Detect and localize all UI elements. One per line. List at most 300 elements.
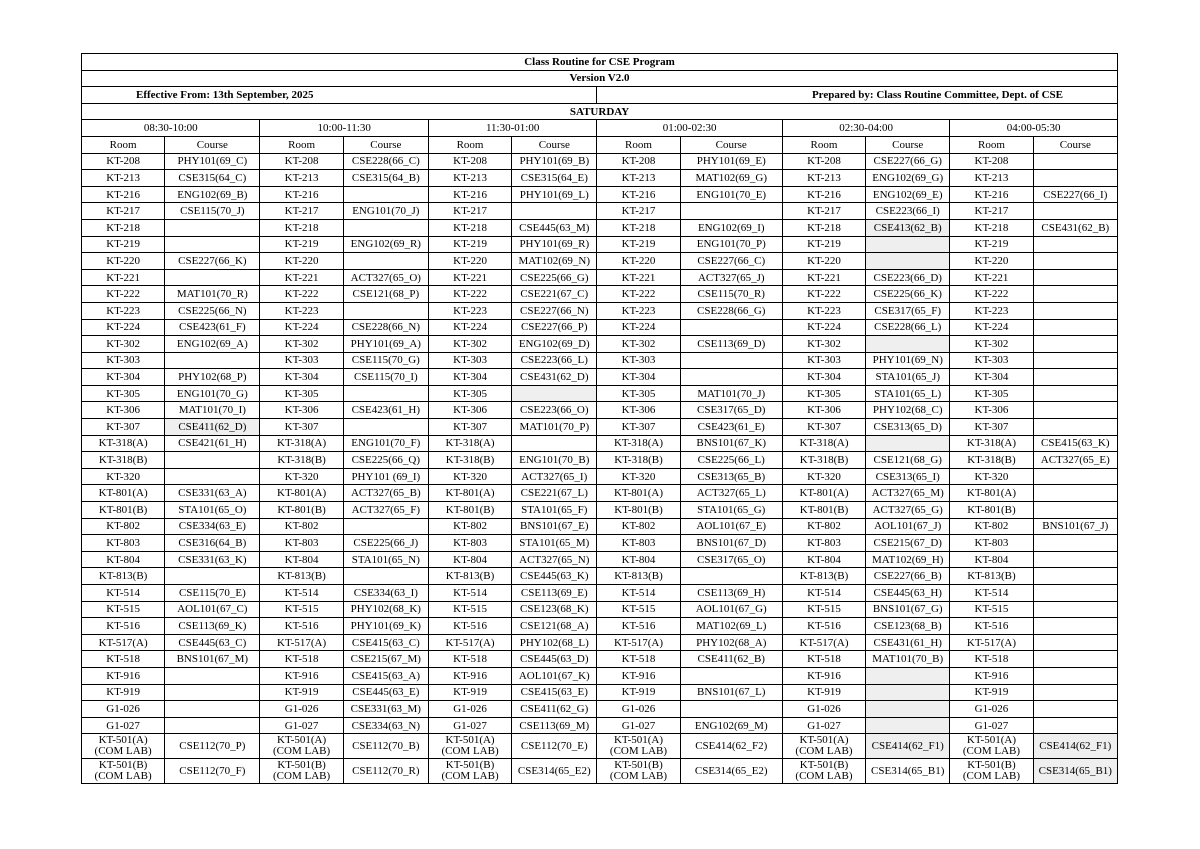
course-cell: CSE331(63_M) xyxy=(343,701,428,718)
room-cell: KT-224 xyxy=(260,319,343,336)
course-cell: CSE113(69_H) xyxy=(680,585,782,602)
room-cell: KT-813(B) xyxy=(428,568,511,585)
room-cell: KT-220 xyxy=(782,253,865,270)
course-cell xyxy=(343,385,428,402)
course-cell: CSE123(68_B) xyxy=(866,618,950,635)
course-cell: MAT101(70_B) xyxy=(866,651,950,668)
table-row xyxy=(82,319,1118,336)
course-cell: CSE223(66_I) xyxy=(866,203,950,220)
room-cell: KT-802 xyxy=(82,518,165,535)
course-cell: ACT327(65_I) xyxy=(512,468,597,485)
room-cell: KT-217 xyxy=(428,203,511,220)
lab-room-cell xyxy=(597,759,680,784)
room-cell: KT-517(A) xyxy=(597,634,680,651)
room-cell: KT-307 xyxy=(260,419,343,436)
course-cell: CSE315(64_C) xyxy=(165,170,260,187)
room-cell: KT-517(A) xyxy=(82,634,165,651)
lab-room-name: KT-501(A) xyxy=(966,734,1016,747)
room-cell: KT-318(A) xyxy=(950,435,1033,452)
lab-room-type: (COM LAB) xyxy=(962,770,1021,783)
lab-room-cell xyxy=(82,734,165,759)
room-cell: KT-219 xyxy=(950,236,1033,253)
course-cell xyxy=(1033,319,1117,336)
room-cell: KT-217 xyxy=(950,203,1033,220)
room-cell: KT-221 xyxy=(428,269,511,286)
course-column-header: Course xyxy=(512,136,597,153)
lab-room-cell xyxy=(260,734,343,759)
course-cell xyxy=(680,319,782,336)
lab-course-cell: CSE414(62_F2) xyxy=(680,734,782,759)
course-cell xyxy=(680,568,782,585)
course-cell: MAT102(69_H) xyxy=(866,551,950,568)
lab-row xyxy=(82,734,1118,759)
routine-sheet xyxy=(81,53,1118,784)
course-cell: CSE221(67_C) xyxy=(512,286,597,303)
course-column-header: Course xyxy=(680,136,782,153)
room-cell: KT-518 xyxy=(82,651,165,668)
course-cell xyxy=(1033,419,1117,436)
room-cell: KT-801(A) xyxy=(782,485,865,502)
course-cell: CSE421(61_H) xyxy=(165,435,260,452)
table-row xyxy=(82,153,1118,170)
room-cell: KT-318(A) xyxy=(782,435,865,452)
course-cell xyxy=(1033,701,1117,718)
course-cell xyxy=(866,236,950,253)
table-row xyxy=(82,518,1118,535)
table-row xyxy=(82,717,1118,734)
room-cell: KT-303 xyxy=(260,352,343,369)
course-cell: PHY101(69_L) xyxy=(512,186,597,203)
course-cell: PHY101(69_R) xyxy=(512,236,597,253)
room-cell: KT-813(B) xyxy=(82,568,165,585)
lab-course-cell: CSE112(70_F) xyxy=(165,759,260,784)
course-cell: BNS101(67_K) xyxy=(680,435,782,452)
room-cell: KT-305 xyxy=(82,385,165,402)
room-cell: KT-320 xyxy=(82,468,165,485)
room-cell: KT-305 xyxy=(428,385,511,402)
room-cell: KT-219 xyxy=(428,236,511,253)
room-cell: KT-516 xyxy=(597,618,680,635)
course-cell: CSE331(63_A) xyxy=(165,485,260,502)
room-cell: KT-304 xyxy=(260,369,343,386)
course-cell: CSE113(69_E) xyxy=(512,585,597,602)
room-cell: KT-218 xyxy=(260,219,343,236)
room-cell: KT-305 xyxy=(260,385,343,402)
room-cell: KT-518 xyxy=(428,651,511,668)
course-cell: CSE215(67_D) xyxy=(866,535,950,552)
room-cell: KT-221 xyxy=(782,269,865,286)
course-cell xyxy=(1033,302,1117,319)
room-cell: KT-517(A) xyxy=(782,634,865,651)
room-cell: KT-801(A) xyxy=(428,485,511,502)
room-cell: KT-306 xyxy=(82,402,165,419)
lab-course-cell: CSE314(65_B1) xyxy=(1033,759,1117,784)
course-cell: CSE113(69_M) xyxy=(512,717,597,734)
lab-room-cell xyxy=(782,734,865,759)
course-cell: MAT102(69_N) xyxy=(512,253,597,270)
course-cell: CSE413(62_B) xyxy=(866,219,950,236)
room-cell: KT-306 xyxy=(428,402,511,419)
prepared-by: Prepared by: Class Routine Committee, Dept. of CSE xyxy=(597,87,1118,104)
room-cell: KT-515 xyxy=(782,601,865,618)
course-cell xyxy=(343,219,428,236)
room-cell: KT-517(A) xyxy=(428,634,511,651)
lab-room-type: (COM LAB) xyxy=(609,745,668,758)
table-row xyxy=(82,551,1118,568)
room-cell: KT-223 xyxy=(428,302,511,319)
room-cell: KT-302 xyxy=(428,336,511,353)
room-cell: KT-803 xyxy=(950,535,1033,552)
room-cell: KT-220 xyxy=(82,253,165,270)
course-cell xyxy=(680,203,782,220)
course-cell: CSE315(64_E) xyxy=(512,170,597,187)
table-row xyxy=(82,336,1118,353)
room-cell: KT-305 xyxy=(782,385,865,402)
room-cell: KT-222 xyxy=(950,286,1033,303)
room-cell: KT-804 xyxy=(82,551,165,568)
room-cell: KT-916 xyxy=(597,667,680,684)
course-cell xyxy=(165,452,260,469)
course-cell: CSE315(64_B) xyxy=(343,170,428,187)
course-cell: ENG101(70_P) xyxy=(680,236,782,253)
room-column-header: Room xyxy=(597,136,680,153)
time-slot-header: 01:00-02:30 xyxy=(597,120,783,137)
course-cell xyxy=(1033,402,1117,419)
course-cell: CSE113(69_K) xyxy=(165,618,260,635)
room-cell: KT-220 xyxy=(950,253,1033,270)
course-cell xyxy=(1033,236,1117,253)
course-column-header: Course xyxy=(866,136,950,153)
course-cell: ACT327(65_E) xyxy=(1033,452,1117,469)
course-cell: PHY102(68_K) xyxy=(343,601,428,618)
table-row xyxy=(82,203,1118,220)
room-cell: KT-219 xyxy=(260,236,343,253)
course-cell xyxy=(1033,667,1117,684)
course-cell: CSE225(66_L) xyxy=(680,452,782,469)
room-cell: KT-304 xyxy=(782,369,865,386)
room-cell: G1-026 xyxy=(428,701,511,718)
room-cell: KT-208 xyxy=(950,153,1033,170)
course-cell: CSE423(61_F) xyxy=(165,319,260,336)
course-cell: BNS101(67_M) xyxy=(165,651,260,668)
course-cell xyxy=(343,253,428,270)
room-cell: KT-803 xyxy=(260,535,343,552)
course-cell: CSE423(61_E) xyxy=(680,419,782,436)
course-cell: PHY102(68_A) xyxy=(680,634,782,651)
table-row xyxy=(82,186,1118,203)
routine-table xyxy=(81,53,1118,784)
course-cell: ACT327(65_J) xyxy=(680,269,782,286)
room-cell: KT-516 xyxy=(260,618,343,635)
room-cell: KT-515 xyxy=(950,601,1033,618)
course-cell xyxy=(1033,651,1117,668)
lab-room-name: KT-501(B) xyxy=(967,759,1016,772)
room-cell: KT-221 xyxy=(597,269,680,286)
room-cell: KT-804 xyxy=(428,551,511,568)
course-cell: ENG102(69_A) xyxy=(165,336,260,353)
room-cell: KT-518 xyxy=(950,651,1033,668)
lab-room-type: (COM LAB) xyxy=(962,745,1021,758)
course-cell: CSE445(63_C) xyxy=(165,634,260,651)
room-cell: KT-306 xyxy=(782,402,865,419)
room-cell: KT-220 xyxy=(597,253,680,270)
room-cell: G1-026 xyxy=(950,701,1033,718)
room-cell: KT-515 xyxy=(260,601,343,618)
room-cell: G1-027 xyxy=(260,717,343,734)
room-cell: KT-320 xyxy=(428,468,511,485)
room-cell: KT-318(B) xyxy=(597,452,680,469)
room-cell: KT-919 xyxy=(782,684,865,701)
lab-course-cell: CSE314(65_E2) xyxy=(512,759,597,784)
lab-room-name: KT-501(A) xyxy=(445,734,495,747)
room-cell: KT-320 xyxy=(782,468,865,485)
table-row xyxy=(82,219,1118,236)
lab-room-name: KT-501(B) xyxy=(614,759,663,772)
course-cell: CSE431(62_D) xyxy=(512,369,597,386)
time-slot-row xyxy=(82,120,1118,137)
room-cell: KT-813(B) xyxy=(597,568,680,585)
course-cell: BNS101(67_G) xyxy=(866,601,950,618)
lab-course-cell: CSE112(70_P) xyxy=(165,734,260,759)
course-cell: CSE445(63_D) xyxy=(512,651,597,668)
course-cell xyxy=(680,667,782,684)
room-cell: KT-919 xyxy=(950,684,1033,701)
course-cell: ENG101(70_E) xyxy=(680,186,782,203)
room-cell: KT-302 xyxy=(260,336,343,353)
course-cell: AOL101(67_K) xyxy=(512,667,597,684)
course-cell: CSE225(66_J) xyxy=(343,535,428,552)
table-row xyxy=(82,651,1118,668)
room-cell: KT-306 xyxy=(597,402,680,419)
room-cell: KT-303 xyxy=(950,352,1033,369)
lab-room-cell xyxy=(950,734,1033,759)
course-cell: ENG101(70_G) xyxy=(165,385,260,402)
room-cell: KT-213 xyxy=(260,170,343,187)
room-cell: KT-303 xyxy=(597,352,680,369)
course-cell: ACT327(65_M) xyxy=(866,485,950,502)
course-cell: CSE423(61_H) xyxy=(343,402,428,419)
lab-room-type: (COM LAB) xyxy=(795,770,853,783)
lab-course-cell: CSE414(62_F1) xyxy=(1033,734,1117,759)
course-cell xyxy=(343,186,428,203)
course-cell xyxy=(680,369,782,386)
course-cell: CSE313(65_I) xyxy=(866,468,950,485)
course-cell: ENG102(69_B) xyxy=(165,186,260,203)
room-cell: KT-208 xyxy=(260,153,343,170)
room-cell: KT-804 xyxy=(950,551,1033,568)
lab-course-cell: CSE414(62_F1) xyxy=(866,734,950,759)
room-cell: KT-217 xyxy=(597,203,680,220)
room-cell: KT-916 xyxy=(428,667,511,684)
course-cell: CSE411(62_B) xyxy=(680,651,782,668)
room-cell: KT-916 xyxy=(782,667,865,684)
course-cell: PHY101(69_N) xyxy=(866,352,950,369)
course-cell xyxy=(165,468,260,485)
room-cell: KT-303 xyxy=(782,352,865,369)
course-cell: CSE225(66_G) xyxy=(512,269,597,286)
room-cell: KT-802 xyxy=(950,518,1033,535)
course-column-header: Course xyxy=(343,136,428,153)
course-cell xyxy=(680,701,782,718)
room-cell: KT-813(B) xyxy=(260,568,343,585)
room-cell: KT-223 xyxy=(597,302,680,319)
room-cell: KT-813(B) xyxy=(950,568,1033,585)
course-cell: CSE227(66_K) xyxy=(165,253,260,270)
room-cell: KT-516 xyxy=(82,618,165,635)
course-cell: CSE115(70_I) xyxy=(343,369,428,386)
room-cell: KT-224 xyxy=(82,319,165,336)
room-cell: KT-801(A) xyxy=(260,485,343,502)
room-cell: KT-320 xyxy=(260,468,343,485)
room-cell: KT-208 xyxy=(782,153,865,170)
course-cell xyxy=(1033,253,1117,270)
course-cell: CSE431(61_H) xyxy=(866,634,950,651)
room-cell: KT-213 xyxy=(782,170,865,187)
room-cell: KT-304 xyxy=(82,369,165,386)
room-cell: KT-919 xyxy=(597,684,680,701)
course-cell: ENG102(69_G) xyxy=(866,170,950,187)
course-cell: MAT102(69_G) xyxy=(680,170,782,187)
course-cell xyxy=(1033,601,1117,618)
lab-room-cell xyxy=(597,734,680,759)
course-cell xyxy=(343,518,428,535)
lab-room-cell xyxy=(950,759,1033,784)
room-cell: KT-302 xyxy=(782,336,865,353)
course-cell xyxy=(1033,502,1117,519)
room-cell: KT-216 xyxy=(82,186,165,203)
room-cell: KT-518 xyxy=(260,651,343,668)
room-cell: KT-219 xyxy=(782,236,865,253)
room-cell: KT-801(A) xyxy=(597,485,680,502)
course-cell xyxy=(1033,717,1117,734)
room-cell: KT-218 xyxy=(782,219,865,236)
course-cell: CSE227(66_I) xyxy=(1033,186,1117,203)
lab-room-name: KT-501(A) xyxy=(799,734,849,747)
room-cell: KT-803 xyxy=(82,535,165,552)
room-cell: KT-801(B) xyxy=(82,502,165,519)
course-cell xyxy=(866,435,950,452)
lab-room-name: KT-501(B) xyxy=(445,759,495,772)
course-cell: CSE415(63_C) xyxy=(343,634,428,651)
table-row xyxy=(82,502,1118,519)
room-cell: KT-213 xyxy=(950,170,1033,187)
room-cell: KT-801(B) xyxy=(597,502,680,519)
course-cell xyxy=(1033,153,1117,170)
room-cell: KT-514 xyxy=(597,585,680,602)
course-cell: CSE334(63_E) xyxy=(165,518,260,535)
room-cell: KT-516 xyxy=(950,618,1033,635)
course-cell: CSE228(66_L) xyxy=(866,319,950,336)
lab-room-type: (COM LAB) xyxy=(94,745,152,758)
course-cell: CSE225(66_Q) xyxy=(343,452,428,469)
room-cell: KT-801(A) xyxy=(82,485,165,502)
course-cell: CSE411(62_G) xyxy=(512,701,597,718)
course-cell: CSE123(68_K) xyxy=(512,601,597,618)
room-cell: KT-216 xyxy=(597,186,680,203)
course-cell: CSE445(63_H) xyxy=(866,585,950,602)
room-cell: KT-318(B) xyxy=(428,452,511,469)
course-cell: PHY102(68_L) xyxy=(512,634,597,651)
course-cell: AOL101(67_E) xyxy=(680,518,782,535)
course-cell: CSE227(66_N) xyxy=(512,302,597,319)
table-row xyxy=(82,286,1118,303)
course-cell: CSE411(62_D) xyxy=(165,419,260,436)
room-column-header: Room xyxy=(950,136,1033,153)
course-cell: CSE228(66_C) xyxy=(343,153,428,170)
room-cell: KT-919 xyxy=(428,684,511,701)
course-cell: PHY102(68_C) xyxy=(866,402,950,419)
table-row xyxy=(82,667,1118,684)
course-cell xyxy=(1033,170,1117,187)
room-cell: KT-802 xyxy=(597,518,680,535)
lab-room-cell xyxy=(82,759,165,784)
course-cell xyxy=(1033,568,1117,585)
course-cell: AOL101(67_J) xyxy=(866,518,950,535)
lab-room-type: (COM LAB) xyxy=(94,770,152,783)
lab-room-type: (COM LAB) xyxy=(441,745,499,758)
room-cell: KT-804 xyxy=(260,551,343,568)
room-cell: KT-802 xyxy=(782,518,865,535)
lab-course-cell: CSE112(70_E) xyxy=(512,734,597,759)
lab-room-name: KT-501(A) xyxy=(98,734,148,747)
room-cell: KT-218 xyxy=(950,219,1033,236)
course-cell: ACT327(65_G) xyxy=(866,502,950,519)
course-cell: PHY101(69_K) xyxy=(343,618,428,635)
room-cell: KT-514 xyxy=(428,585,511,602)
column-header-row xyxy=(82,136,1118,153)
room-cell: KT-304 xyxy=(428,369,511,386)
effective-date: Effective From: 13th September, 2025 xyxy=(82,87,597,104)
room-cell: KT-813(B) xyxy=(782,568,865,585)
course-cell xyxy=(1033,352,1117,369)
room-cell: KT-515 xyxy=(428,601,511,618)
lab-course-cell: CSE112(70_R) xyxy=(343,759,428,784)
room-cell: KT-801(A) xyxy=(950,485,1033,502)
room-cell: KT-220 xyxy=(428,253,511,270)
course-cell xyxy=(165,568,260,585)
course-cell: PHY101(69_C) xyxy=(165,153,260,170)
room-cell: G1-026 xyxy=(82,701,165,718)
lab-room-cell xyxy=(428,759,511,784)
course-cell: CSE225(66_N) xyxy=(165,302,260,319)
room-cell: KT-222 xyxy=(82,286,165,303)
course-cell: CSE316(64_B) xyxy=(165,535,260,552)
course-cell: AOL101(67_C) xyxy=(165,601,260,618)
room-cell: KT-516 xyxy=(782,618,865,635)
document-title: Class Routine for CSE Program xyxy=(82,54,1118,71)
lab-room-name: KT-501(B) xyxy=(277,759,326,772)
course-cell: CSE317(65_D) xyxy=(680,402,782,419)
course-cell xyxy=(1033,286,1117,303)
course-cell: ENG102(69_E) xyxy=(866,186,950,203)
course-cell xyxy=(1033,468,1117,485)
table-row xyxy=(82,385,1118,402)
room-cell: KT-223 xyxy=(82,302,165,319)
room-cell: KT-304 xyxy=(950,369,1033,386)
course-cell: ENG102(69_R) xyxy=(343,236,428,253)
table-row xyxy=(82,369,1118,386)
course-cell: BNS101(67_D) xyxy=(680,535,782,552)
room-cell: KT-515 xyxy=(82,601,165,618)
room-cell: KT-224 xyxy=(950,319,1033,336)
room-cell: KT-222 xyxy=(597,286,680,303)
table-row xyxy=(82,618,1118,635)
room-cell: KT-803 xyxy=(782,535,865,552)
room-cell: KT-216 xyxy=(782,186,865,203)
course-cell: CSE415(63_K) xyxy=(1033,435,1117,452)
table-row xyxy=(82,701,1118,718)
course-cell: STA101(65_F) xyxy=(512,502,597,519)
